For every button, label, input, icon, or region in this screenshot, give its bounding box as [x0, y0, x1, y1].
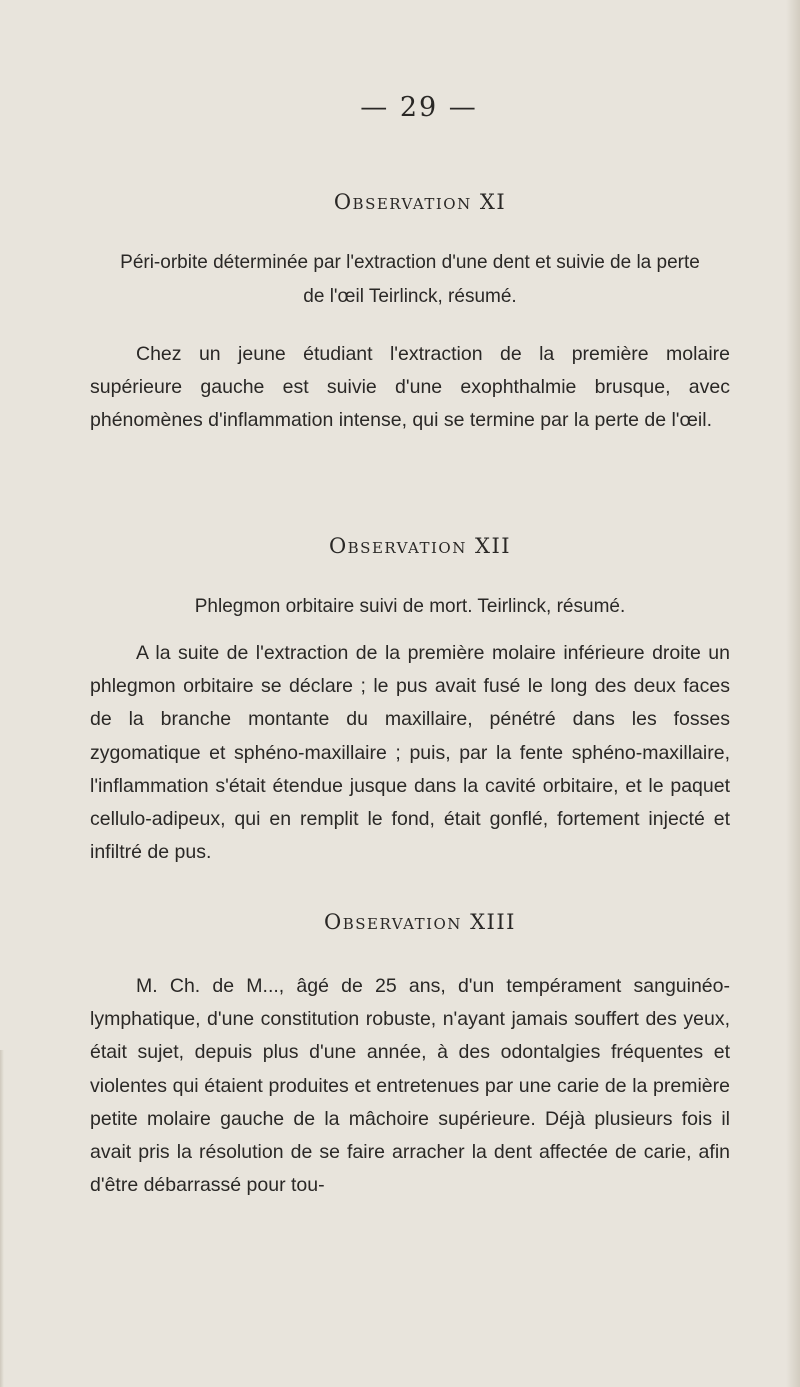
observation-heading: Observation XII — [328, 534, 512, 558]
observation-heading: Observation XI — [333, 190, 507, 214]
page-edge-shadow-left — [0, 1050, 4, 1387]
observation-body: M. Ch. de M..., âgé de 25 ans, d'un tempérament sanguinéo-lymphatique, d'une constitution robuste, n'ayant jamais souffert des yeux, était sujet, depuis plus d'une année, à des odontalgies fréquentes et violentes qui étaient produites et entretenues par une carie de la première petite molaire gauche de la mâchoire supérieure. Déjà plusieurs fois il avait pris la résolution de se faire arracher la dent affectée de carie, afin d'être débarrassé pour tou- — [90, 975, 730, 1197]
observation-body: Chez un jeune étudiant l'extraction de la première molaire supérieure gauche est suivie d'une exophthalmie brusque, avec phénomènes d'inflammation intense, qui se termine par la perte de l'œil. — [90, 343, 730, 432]
observation-body: A la suite de l'extraction de la première molaire inférieure droite un phlegmon orbitaire se déclare ; le pus avait fusé le long des deux faces de la branche montante du maxillaire, pénétré dans les fosses zygomatique et sphéno-maxillaire ; puis, par la fente sphéno-maxillaire, l'inflammation s'était étendue jusque dans la cavité orbitaire, et le paquet cellulo-adipeux, qui en remplit le fond, était gonflé, fortement injecté et infiltré de pus. — [90, 642, 730, 864]
page-number: — 29 — — [360, 92, 478, 123]
observation-heading: Observation XIII — [324, 910, 516, 934]
observation-caption: Péri-orbite déterminée par l'extraction d'une dent et suivie de la perte de l'œil Teirlinck, résumé. — [120, 252, 700, 307]
observation-caption: Phlegmon orbitaire suivi de mort. Teirlinck, résumé. — [194, 596, 626, 617]
